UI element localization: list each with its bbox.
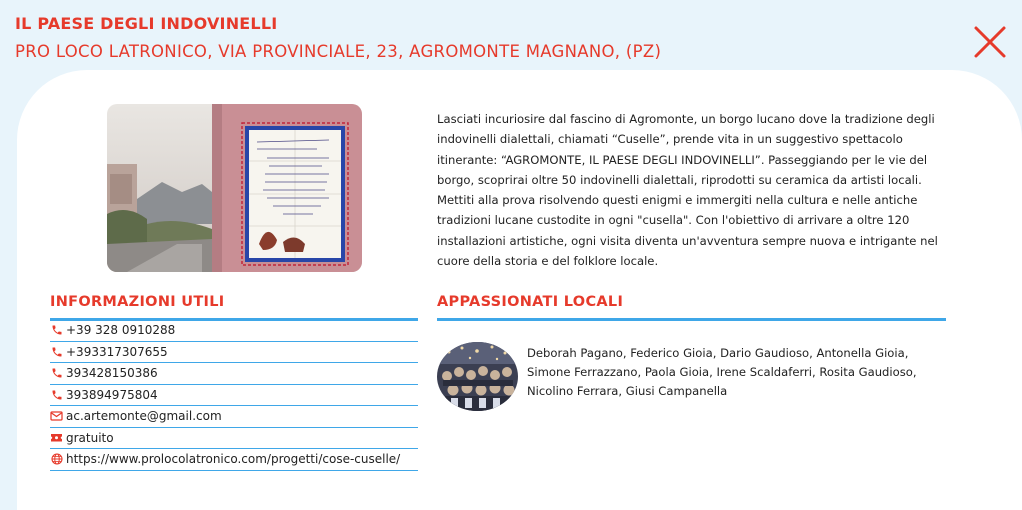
phone-item bbox=[50, 320, 418, 342]
info-list bbox=[50, 320, 418, 471]
email-link[interactable]: ac.artemonte@gmail.com bbox=[66, 409, 222, 424]
envelope-icon bbox=[50, 410, 63, 423]
phone-icon bbox=[50, 324, 63, 337]
website-item bbox=[50, 449, 418, 471]
ticket-icon bbox=[50, 431, 63, 444]
website-link[interactable]: https://www.prolocolatronico.com/progetti/cose-cuselle/ bbox=[66, 452, 401, 467]
event-address: PRO LOCO LATRONICO, VIA PROVINCIALE, 23, AGROMONTE MAGNANO, (PZ) bbox=[15, 42, 662, 61]
price-item bbox=[50, 428, 418, 450]
locals-names: Deborah Pagano, Federico Gioia, Dario Gaudioso, Antonella Gioia, Simone Ferrazzano, Paola Gioia, Irene Scaldaferri, Rosita Gaudioso, Nicolino Ferrara, Giusi Campanella bbox=[527, 346, 917, 398]
event-title: IL PAESE DEGLI INDOVINELLI bbox=[15, 14, 278, 33]
email-item bbox=[50, 406, 418, 428]
phone-link[interactable]: 393428150386 bbox=[66, 366, 158, 381]
info-section-title: INFORMAZIONI UTILI bbox=[50, 294, 225, 310]
phone-icon bbox=[50, 388, 63, 401]
phone-item bbox=[50, 385, 418, 407]
phone-link[interactable]: +39 328 0910288 bbox=[66, 323, 176, 338]
phone-link[interactable]: +393317307655 bbox=[66, 344, 168, 359]
globe-icon bbox=[50, 453, 63, 466]
locals-section-title: APPASSIONATI LOCALI bbox=[437, 294, 624, 310]
close-x-icon bbox=[970, 22, 1010, 62]
phone-item bbox=[50, 363, 418, 385]
event-photo bbox=[107, 104, 362, 272]
phone-item bbox=[50, 342, 418, 364]
phone-icon bbox=[50, 345, 63, 358]
locals-group-photo bbox=[437, 342, 518, 411]
close-button[interactable] bbox=[970, 22, 1010, 62]
phone-icon bbox=[50, 367, 63, 380]
modal-header bbox=[0, 0, 1022, 80]
price-value: gratuito bbox=[66, 430, 114, 445]
event-description: Lasciati incuriosire dal fascino di Agromonte, un borgo lucano dove la tradizione degli indovinelli dialettali, chiamati “Cuselle”, prende vita in un suggestivo spettacolo itinerante: “AGROMONTE, IL PAESE DEGLI INDOVINELLI”. Passeggiando per le vie del borgo, scoprirai oltre 50 indovinelli dialettali, riprodotti su ceramica da artisti locali. Mettiti alla prova risolvendo questi enigmi e immergiti nella cultura e nelle antiche tradizioni lucane custodite in ogni "cusella". Con l'obiettivo di arrivare a oltre 120 installazioni artistiche, ogni visita diventa un'avventura sempre nuova e intrigante nel cuore della storia e del folklore locale. bbox=[437, 112, 938, 269]
locals-section-divider bbox=[437, 318, 946, 321]
phone-link[interactable]: 393894975804 bbox=[66, 387, 158, 402]
